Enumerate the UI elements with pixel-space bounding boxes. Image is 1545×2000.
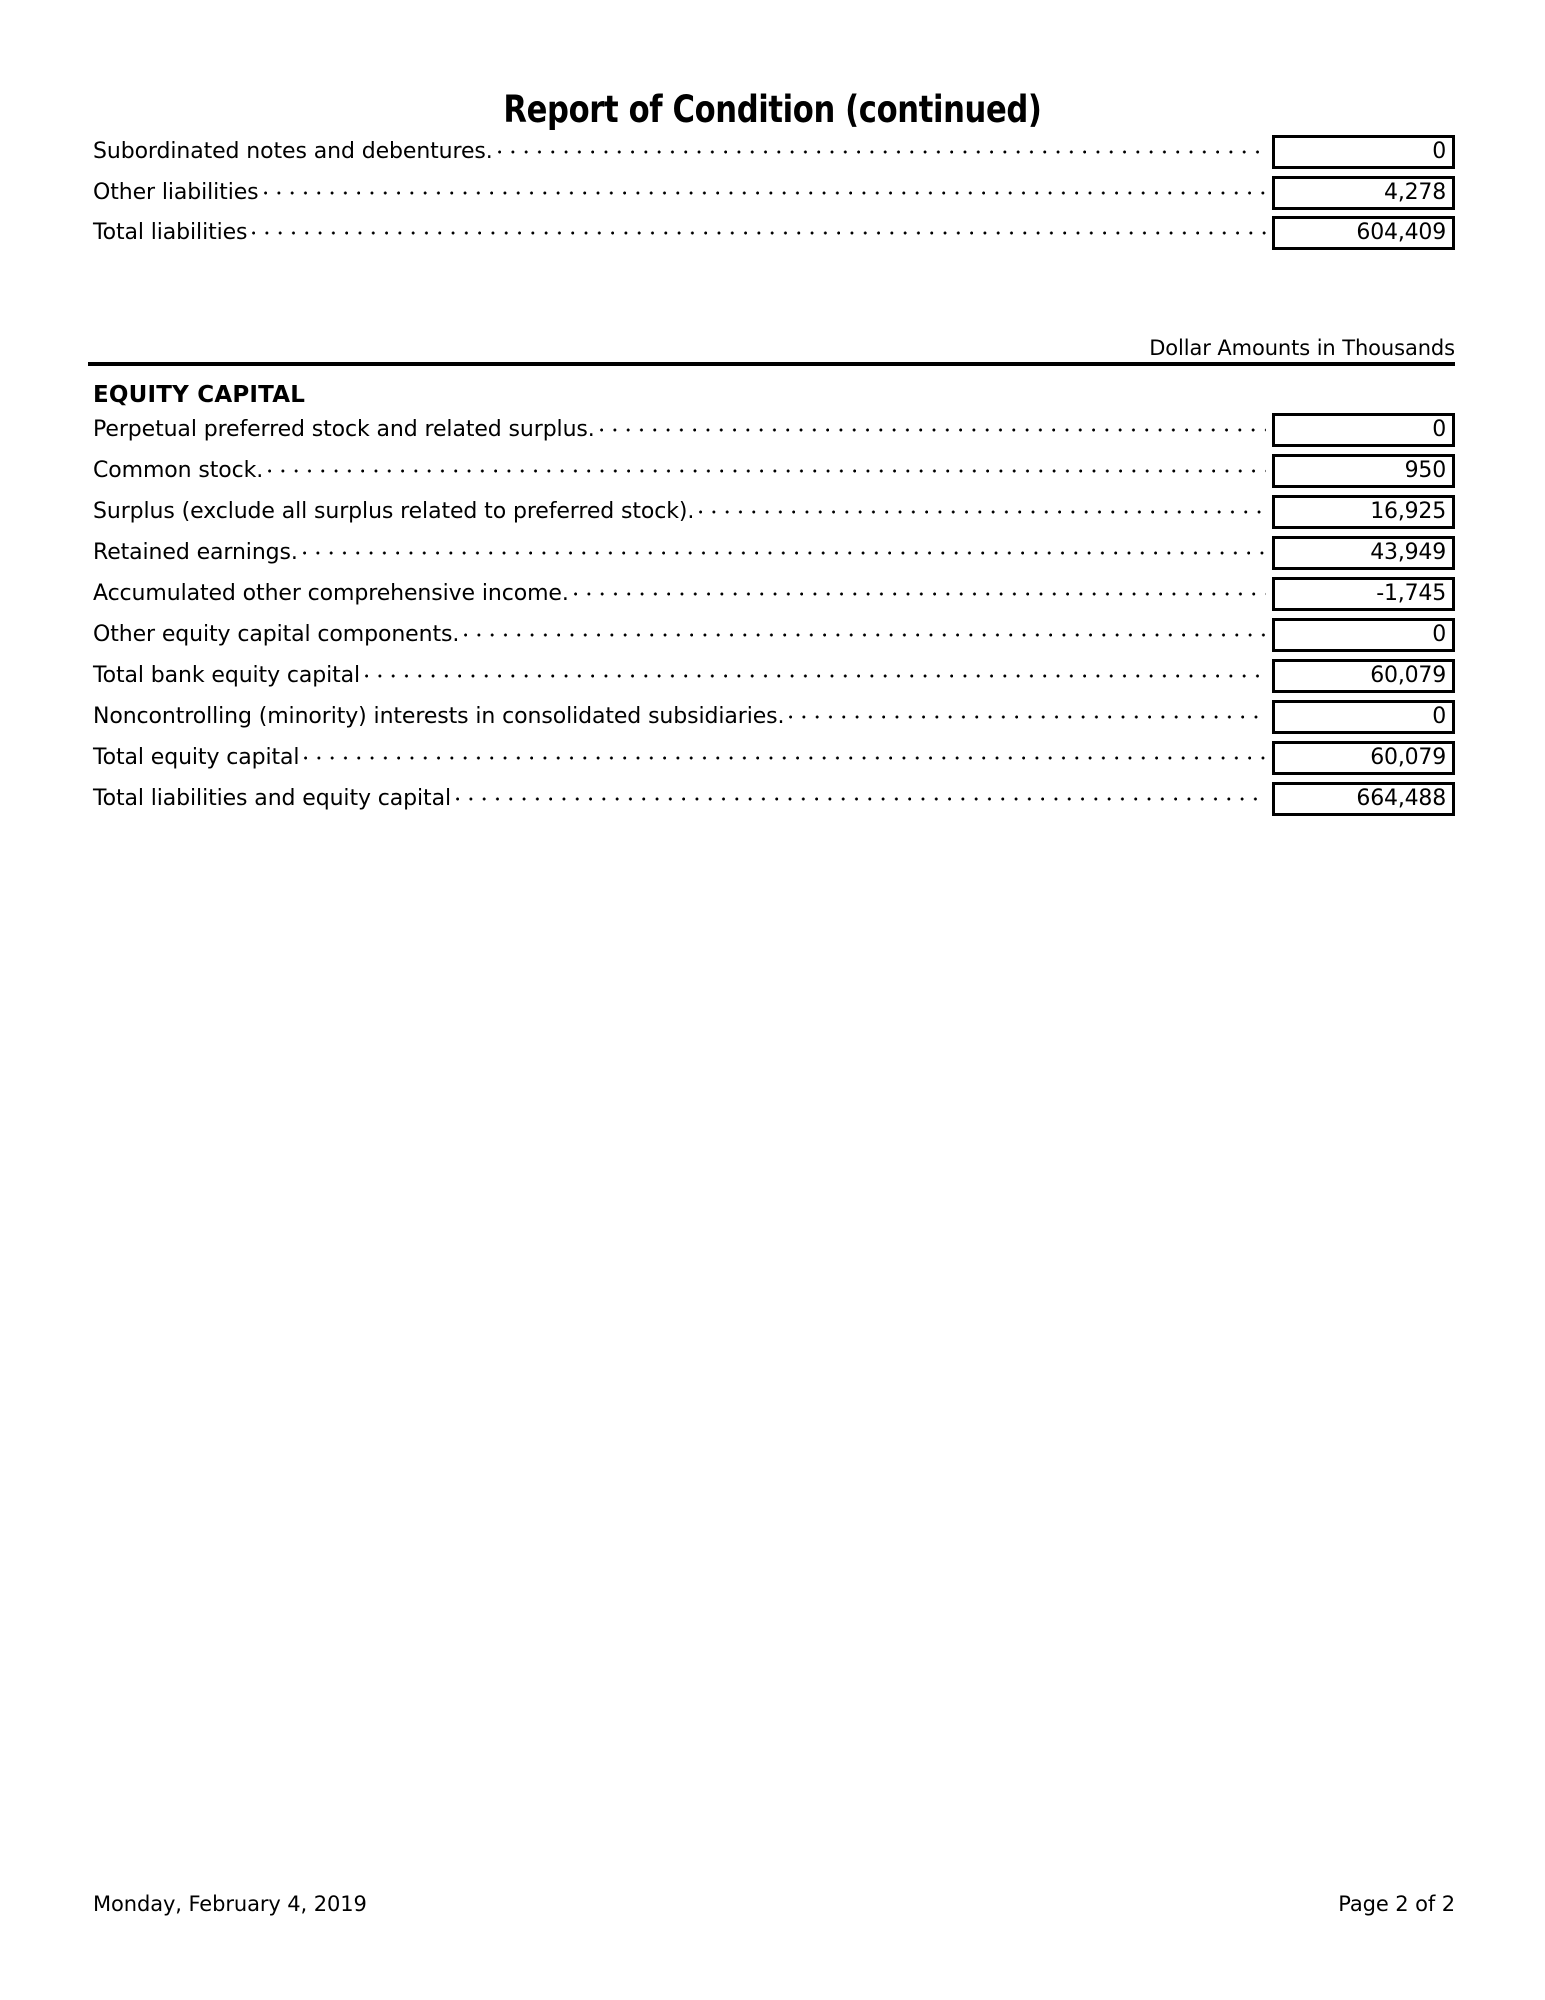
dot-leader bbox=[698, 499, 1266, 525]
equity-item-value-box[interactable]: 60,079 bbox=[1272, 741, 1455, 775]
table-row bbox=[93, 175, 1455, 211]
liability-item-label: Total liabilities bbox=[93, 220, 248, 245]
dot-leader bbox=[497, 139, 1266, 165]
dot-leader bbox=[267, 458, 1266, 484]
table-row bbox=[93, 453, 1455, 489]
dot-leader bbox=[302, 540, 1266, 566]
table-row bbox=[93, 412, 1455, 448]
equity-item-label: Total liabilities and equity capital bbox=[93, 786, 451, 811]
equity-item-label: Perpetual preferred stock and related surplus. bbox=[93, 417, 595, 442]
table-row bbox=[93, 494, 1455, 530]
dot-leader bbox=[573, 581, 1266, 607]
table-row bbox=[93, 658, 1455, 694]
liability-item-value-box[interactable]: 4,278 bbox=[1272, 176, 1455, 210]
table-row bbox=[93, 535, 1455, 571]
dot-leader bbox=[599, 417, 1266, 443]
equity-item-label: Accumulated other comprehensive income. bbox=[93, 581, 569, 606]
dot-leader bbox=[788, 704, 1266, 730]
equity-item-label: Total equity capital bbox=[93, 745, 300, 770]
equity-item-value-box[interactable]: 0 bbox=[1272, 700, 1455, 734]
equity-item-label: Total bank equity capital bbox=[93, 663, 361, 688]
equity-item-value-box[interactable]: -1,745 bbox=[1272, 577, 1455, 611]
dollar-amounts-caption: Dollar Amounts in Thousands bbox=[1149, 336, 1455, 360]
equity-item-value-box[interactable]: 950 bbox=[1272, 454, 1455, 488]
table-row bbox=[93, 617, 1455, 653]
liability-item-value-box[interactable]: 0 bbox=[1272, 135, 1455, 169]
table-row bbox=[93, 134, 1455, 170]
dot-leader bbox=[251, 220, 1266, 246]
equity-item-label: Common stock. bbox=[93, 458, 264, 483]
liability-item-label: Other liabilities bbox=[93, 179, 259, 205]
footer-date: Monday, February 4, 2019 bbox=[93, 1892, 367, 1916]
equity-item-value-box[interactable]: 0 bbox=[1272, 618, 1455, 652]
equity-item-label: Other equity capital components. bbox=[93, 622, 460, 647]
liability-item-label: Subordinated notes and debentures. bbox=[93, 139, 493, 164]
equity-item-value-box[interactable]: 43,949 bbox=[1272, 536, 1455, 570]
equity-item-value-box[interactable]: 60,079 bbox=[1272, 659, 1455, 693]
section-divider-rule bbox=[88, 362, 1455, 366]
table-row bbox=[93, 576, 1455, 612]
equity-item-value-box[interactable]: 664,488 bbox=[1272, 782, 1455, 816]
dot-leader bbox=[364, 663, 1266, 689]
dot-leader bbox=[455, 786, 1266, 812]
dot-leader bbox=[303, 745, 1266, 771]
dot-leader bbox=[263, 180, 1266, 206]
equity-item-label: Noncontrolling (minority) interests in consolidated subsidiaries. bbox=[93, 704, 785, 729]
equity-capital-heading: EQUITY CAPITAL bbox=[93, 382, 306, 408]
page-title: Report of Condition (continued) bbox=[503, 88, 1042, 131]
equity-item-value-box[interactable]: 0 bbox=[1272, 413, 1455, 447]
table-row bbox=[93, 781, 1455, 817]
table-row bbox=[93, 699, 1455, 735]
equity-item-label: Surplus (exclude all surplus related to preferred stock). bbox=[93, 499, 695, 524]
dot-leader bbox=[463, 622, 1266, 648]
table-row bbox=[93, 215, 1455, 251]
equity-item-label: Retained earnings. bbox=[93, 540, 298, 565]
equity-item-value-box[interactable]: 16,925 bbox=[1272, 495, 1455, 529]
table-row bbox=[93, 740, 1455, 776]
footer-page-number: Page 2 of 2 bbox=[1338, 1892, 1455, 1916]
liability-item-value-box[interactable]: 604,409 bbox=[1272, 216, 1455, 250]
